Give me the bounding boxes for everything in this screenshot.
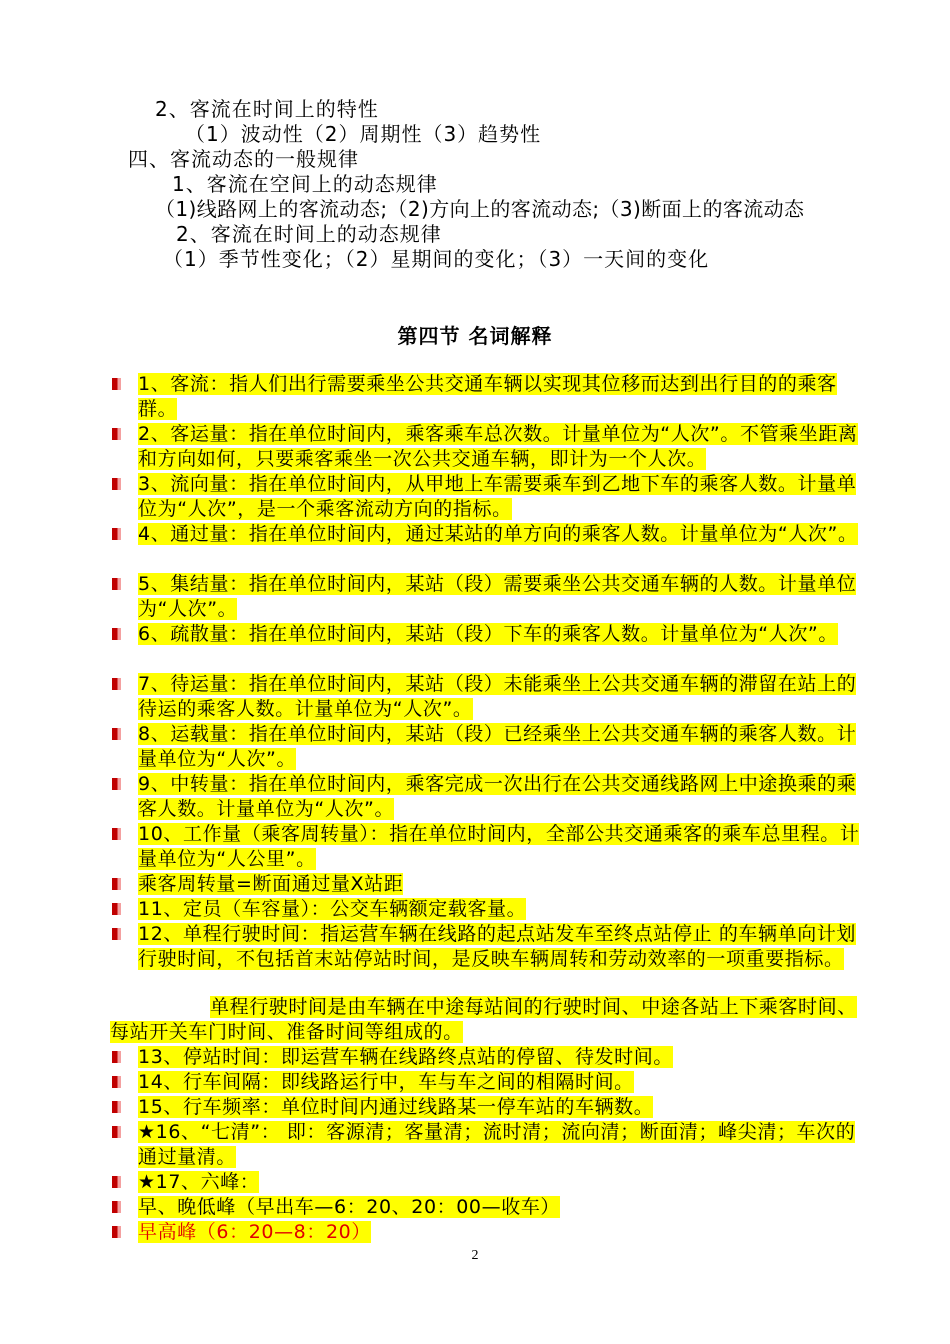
bullet-icon — [112, 928, 121, 940]
bullet-icon — [112, 1101, 121, 1113]
definition-item: 4、通过量：指在单位时间内，通过某站的单方向的乘客人数。计量单位为“人次”。 — [112, 522, 872, 547]
definition-item: 14、行车间隔：即线路运行中，车与车之间的相隔时间。 — [112, 1070, 872, 1095]
outline-line-7: （1）季节性变化；（2）星期间的变化；（3）一天间的变化 — [163, 247, 710, 271]
definition-item: 早、晚低峰（早出车—6：20、20：00—收车） — [112, 1195, 872, 1220]
page-number: 2 — [471, 1248, 479, 1263]
definition-item: 1、客流：指人们出行需要乘坐公共交通车辆以实现其位移而达到出行目的的乘客群。 — [112, 372, 872, 422]
bullet-icon — [112, 1126, 121, 1138]
definition-item: 9、中转量：指在单位时间内，乘客完成一次出行在公共交通线路网上中途换乘的乘客人数。计量单位为“人次”。 — [112, 772, 872, 822]
definition-item: 3、流向量：指在单位时间内，从甲地上车需要乘车到乙地下车的乘客人数。计量单位为“人次”，是一个乘客流动方向的指标。 — [112, 472, 872, 522]
bullet-icon — [112, 1176, 121, 1188]
definition-item: 2、客运量：指在单位时间内，乘客乘车总次数。计量单位为“人次”。不管乘坐距离和方向如何，只要乘客乘坐一次公共交通车辆，即计为一个人次。 — [112, 422, 872, 472]
outline-line-4: 1、客流在空间上的动态规律 — [172, 172, 438, 196]
bullet-icon — [112, 678, 121, 690]
bullet-icon — [112, 528, 121, 540]
definition-item: 12、单程行驶时间：指运营车辆在线路的起点站发车至终点站停止 的车辆单向计划行驶时间，不包括首末站停站时间，是反映车辆周转和劳动效率的一项重要指标。 — [112, 922, 872, 972]
outline-line-1: 2、客流在时间上的特性 — [155, 97, 379, 121]
bullet-icon — [112, 1201, 121, 1213]
outline-line-3: 四、客流动态的一般规律 — [128, 147, 359, 171]
bullet-icon — [112, 728, 121, 740]
definition-item: 乘客周转量=断面通过量X站距 — [112, 872, 872, 897]
bullet-icon — [112, 1076, 121, 1088]
definition-item: 10、工作量（乘客周转量）：指在单位时间内，全部公共交通乘客的乘车总里程。计量单位为“人公里”。 — [112, 822, 872, 872]
bullet-icon — [112, 828, 121, 840]
bullet-icon — [112, 1051, 121, 1063]
definition-item: ★16、“七清”： 即：客源清；客量清；流时清；流向清；断面清；峰尖清；车次的通过量清。 — [112, 1120, 872, 1170]
outline-line-5: （1)线路网上的客流动态;（2)方向上的客流动态;（3)断面上的客流动态 — [155, 197, 805, 221]
outline-line-2: （1）波动性（2）周期性（3）趋势性 — [185, 122, 542, 146]
definition-item: 15、行车频率：单位时间内通过线路某一停车站的车辆数。 — [112, 1095, 872, 1120]
definition-item: 6、疏散量：指在单位时间内，某站（段）下车的乘客人数。计量单位为“人次”。 — [112, 622, 872, 647]
bullet-icon — [112, 778, 121, 790]
paragraph: 单程行驶时间是由车辆在中途每站间的行驶时间、中途各站上下乘客时间、每站开关车门时间、准备时间等组成的。 — [110, 996, 857, 1043]
definition-item: 5、集结量：指在单位时间内，某站（段）需要乘坐公共交通车辆的人数。计量单位为“人次”。 — [112, 572, 872, 622]
definition-item: ★17、六峰： — [112, 1170, 872, 1195]
bullet-icon — [112, 578, 121, 590]
bullet-icon — [112, 903, 121, 915]
bullet-icon — [112, 478, 121, 490]
bullet-icon — [112, 1226, 121, 1238]
definition-item: 7、待运量：指在单位时间内，某站（段）未能乘坐上公共交通车辆的滞留在站上的待运的乘客人数。计量单位为“人次”。 — [112, 672, 872, 722]
definition-item: 8、运载量：指在单位时间内，某站（段）已经乘坐上公共交通车辆的乘客人数。计量单位为“人次”。 — [112, 722, 872, 772]
bullet-icon — [112, 428, 121, 440]
definition-item: 13、停站时间：即运营车辆在线路终点站的停留、待发时间。 — [112, 1045, 872, 1070]
definition-item: 早高峰（6：20—8：20） — [112, 1220, 872, 1245]
section-title: 第四节 名词解释 — [397, 324, 553, 348]
bullet-icon — [112, 378, 121, 390]
bullet-icon — [112, 878, 121, 890]
definition-item: 11、定员（车容量）：公交车辆额定载客量。 — [112, 897, 872, 922]
bullet-icon — [112, 628, 121, 640]
outline-line-6: 2、客流在时间上的动态规律 — [176, 222, 442, 246]
